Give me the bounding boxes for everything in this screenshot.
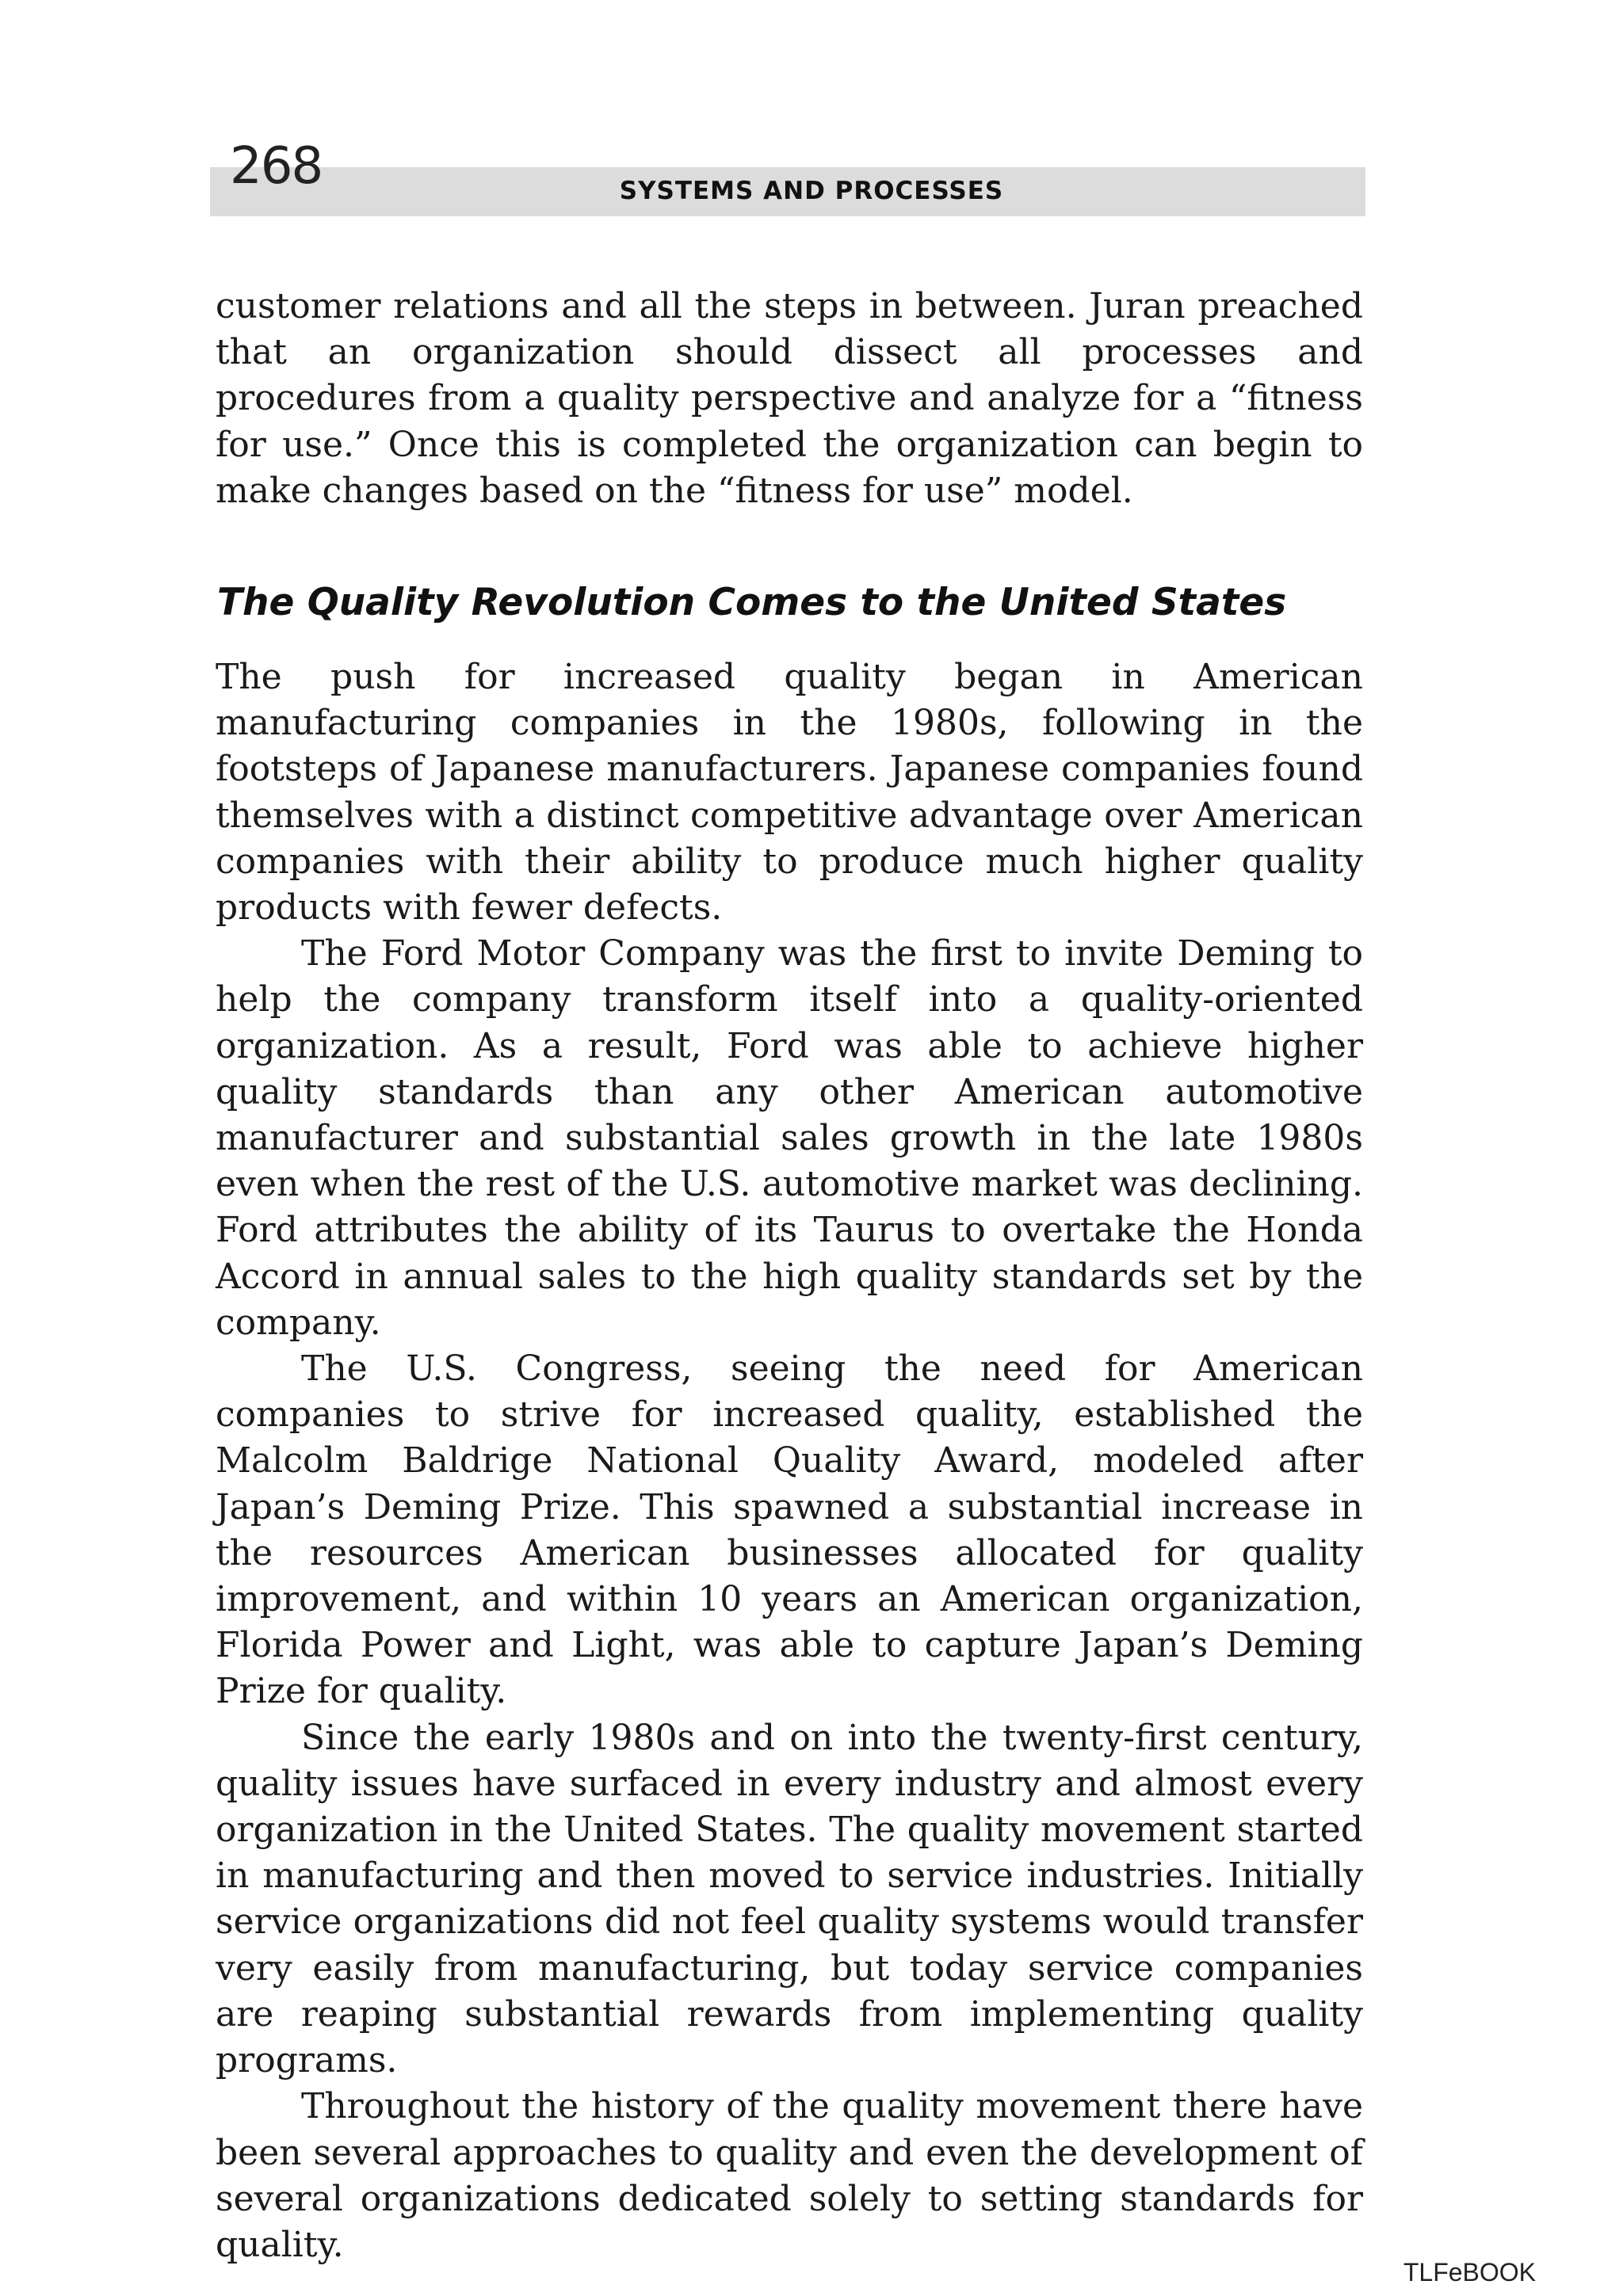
running-head-title: SYSTEMS AND PROCESSES [619,177,1004,205]
section-body [216,654,1363,2268]
paragraph: customer relations and all the steps in between. Juran preached that an organization should dissect all processes and procedures from a quality perspective and analyze for a “fitness for use.” Once this is completed the organization can begin to make changes based on the “fitness for use” model. [216,286,1363,511]
running-head-bar [210,167,1365,216]
paragraph: The Ford Motor Company was the first to invite Deming to help the company transform itself into a quality-oriented organization. As a result, Ford was able to achieve higher quality standards than any other American automotive manufacturer and substantial sales growth in the late 1980s even when the rest of the U.S. automotive market was declining. Ford attributes the ability of its Taurus to overtake the Honda Accord in annual sales to the high quality standards set by the company. [216,933,1363,1343]
paragraph: Since the early 1980s and on into the twenty-first century, quality issues have surfaced in every industry and almost every organization in the United States. The quality movement started in manufacturing and then moved to service industries. Initially service organizations did not feel quality systems would transfer very easily from manufacturing, but today service companies are reaping substantial rewards from implementing quality programs. [216,1717,1363,2081]
paragraph: The push for increased quality began in American manufacturing companies in the 1980s, following in the footsteps of Japanese manufacturers. Japanese companies found themselves with a distinct competitive advantage over American companies with their ability to produce much higher quality products with fewer defects. [216,657,1363,929]
paragraph: Throughout the history of the quality movement there have been several approaches to quality and even the development of several organizations dedicated solely to setting standards for quality. [216,2086,1363,2265]
page-number: 268 [230,137,323,196]
paragraph: The U.S. Congress, seeing the need for American companies to strive for increased quality, established the Malcolm Baldrige National Quality Award, modeled after Japan’s Deming Prize. This spawned a substantial increase in the resources American businesses allocated for quality improvement, and within 10 years an American organization, Florida Power and Light, was able to capture Japan’s Deming Prize for quality. [216,1348,1363,1712]
continuation-text [216,284,1363,514]
watermark: TLFeBOOK [1403,2258,1536,2286]
section-heading: The Quality Revolution Comes to the United States [217,581,1287,624]
